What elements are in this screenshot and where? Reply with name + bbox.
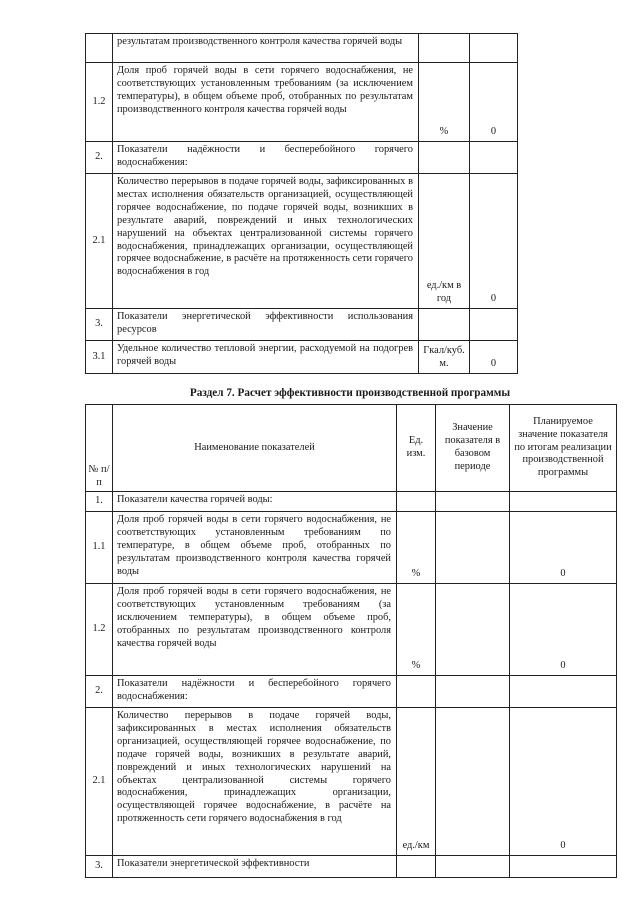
indicator-name: Удельное количество тепловой энергии, расходуемой на подогрев горячей воды: [113, 341, 419, 374]
indicator-name: Показатели энергетической эффективности использования ресурсов: [113, 309, 419, 341]
table-row: [86, 63, 518, 142]
indicator-name: Показатели надёжности и бесперебойного горячего водоснабжения:: [113, 142, 419, 174]
unit-cell: [419, 34, 470, 63]
unit-cell: [419, 309, 470, 341]
unit-cell: ед./км: [397, 708, 436, 856]
row-number: 3.1: [86, 341, 113, 374]
value-cell: [470, 309, 518, 341]
base-value-cell: [436, 512, 510, 584]
table-row: [86, 309, 518, 341]
table-row: [86, 708, 617, 856]
unit-cell: Гкал/куб. м.: [419, 341, 470, 374]
base-value-cell: [436, 584, 510, 676]
planned-value-cell: [510, 676, 617, 708]
header-unit: Ед. изм.: [397, 405, 436, 492]
table-header-row: [86, 405, 617, 492]
base-value-cell: [436, 856, 510, 878]
header-number: № п/п: [86, 405, 113, 492]
header-planned-value: Планируемое значение показателя по итогам реализации производственной программы: [510, 405, 617, 492]
base-value-cell: [436, 708, 510, 856]
row-number: 2.: [86, 142, 113, 174]
unit-cell: [397, 492, 436, 512]
row-number: 2.: [86, 676, 113, 708]
unit-cell: ед./км в год: [419, 174, 470, 309]
efficiency-table: [85, 404, 617, 878]
row-number: 2.1: [86, 708, 113, 856]
planned-value-cell: 0: [510, 512, 617, 584]
table-row: [86, 856, 617, 878]
table-row: [86, 584, 617, 676]
row-number: 1.: [86, 492, 113, 512]
indicator-name: Показатели надёжности и бесперебойного горячего водоснабжения:: [113, 676, 397, 708]
header-base-value: Значение показателя в базовом периоде: [436, 405, 510, 492]
row-number: 1.2: [86, 63, 113, 142]
section-title: Раздел 7. Расчет эффективности производственной программы: [189, 387, 511, 399]
row-number: 1.1: [86, 512, 113, 584]
table-row: [86, 174, 518, 309]
header-name: Наименование показателей: [113, 405, 397, 492]
value-cell: [470, 34, 518, 63]
indicator-name: Доля проб горячей воды в сети горячего водоснабжения, не соответствующих установленным требованиям (за исключением температуры), в общем объеме проб, отобранных по результатам производственного контроля качества горячей воды: [113, 63, 419, 142]
row-number: 3.: [86, 856, 113, 878]
row-number: [86, 34, 113, 63]
unit-cell: %: [419, 63, 470, 142]
value-cell: 0: [470, 174, 518, 309]
value-cell: [470, 142, 518, 174]
row-number: 3.: [86, 309, 113, 341]
unit-cell: %: [397, 512, 436, 584]
indicator-name: Показатели качества горячей воды:: [113, 492, 397, 512]
table-row: [86, 341, 518, 374]
table-row: [86, 492, 617, 512]
indicator-name: Количество перерывов в подаче горячей воды, зафиксированных в местах исполнения обязательств организацией, осуществляющей горячее водоснабжение, по подаче горячей воды, возникших в результате аварий, повреждений и иных технологических нарушений на объектах централизованной системы горячего водоснабжения, принадлежащих организации, осуществляющей горячее водоснабжение, в расчёте на протяженность сети горячего водоснабжения в год: [113, 174, 419, 309]
planned-value-cell: [510, 856, 617, 878]
unit-cell: %: [397, 584, 436, 676]
unit-cell: [419, 142, 470, 174]
top-indicators-table: [85, 33, 518, 374]
unit-cell: [397, 676, 436, 708]
indicator-name: Доля проб горячей воды в сети горячего водоснабжения, не соответствующих установленным требованиям по температуре, в общем объеме проб, отобранных по результатам производственного контроля качества горячей воды: [113, 512, 397, 584]
base-value-cell: [436, 676, 510, 708]
planned-value-cell: 0: [510, 708, 617, 856]
table-row: [86, 142, 518, 174]
planned-value-cell: [510, 492, 617, 512]
planned-value-cell: 0: [510, 584, 617, 676]
table-row: [86, 34, 518, 63]
row-number: 2.1: [86, 174, 113, 309]
row-number: 1.2: [86, 584, 113, 676]
indicator-name: Показатели энергетической эффективности: [113, 856, 397, 878]
table-row: [86, 676, 617, 708]
value-cell: 0: [470, 63, 518, 142]
table-row: [86, 512, 617, 584]
base-value-cell: [436, 492, 510, 512]
indicator-name: Количество перерывов в подаче горячей воды, зафиксированных в местах исполнения обязательств организацией, осуществляющей горячее водоснабжение, по подаче горячей воды, возникших в результате аварий, повреждений и иных технологических нарушений на объектах централизованной системы горячего водоснабжения, принадлежащих организации, осуществляющей горячее водоснабжение, в расчёте на протяженность сети горячего водоснабжения в год: [113, 708, 397, 856]
unit-cell: [397, 856, 436, 878]
indicator-name: Доля проб горячей воды в сети горячего водоснабжения, не соответствующих установленным требованиям (за исключением температуры), в общем объеме проб, отобранных по результатам производственного контроля качества горячей воды: [113, 584, 397, 676]
indicator-name: результатам производственного контроля качества горячей воды: [113, 34, 419, 63]
value-cell: 0: [470, 341, 518, 374]
